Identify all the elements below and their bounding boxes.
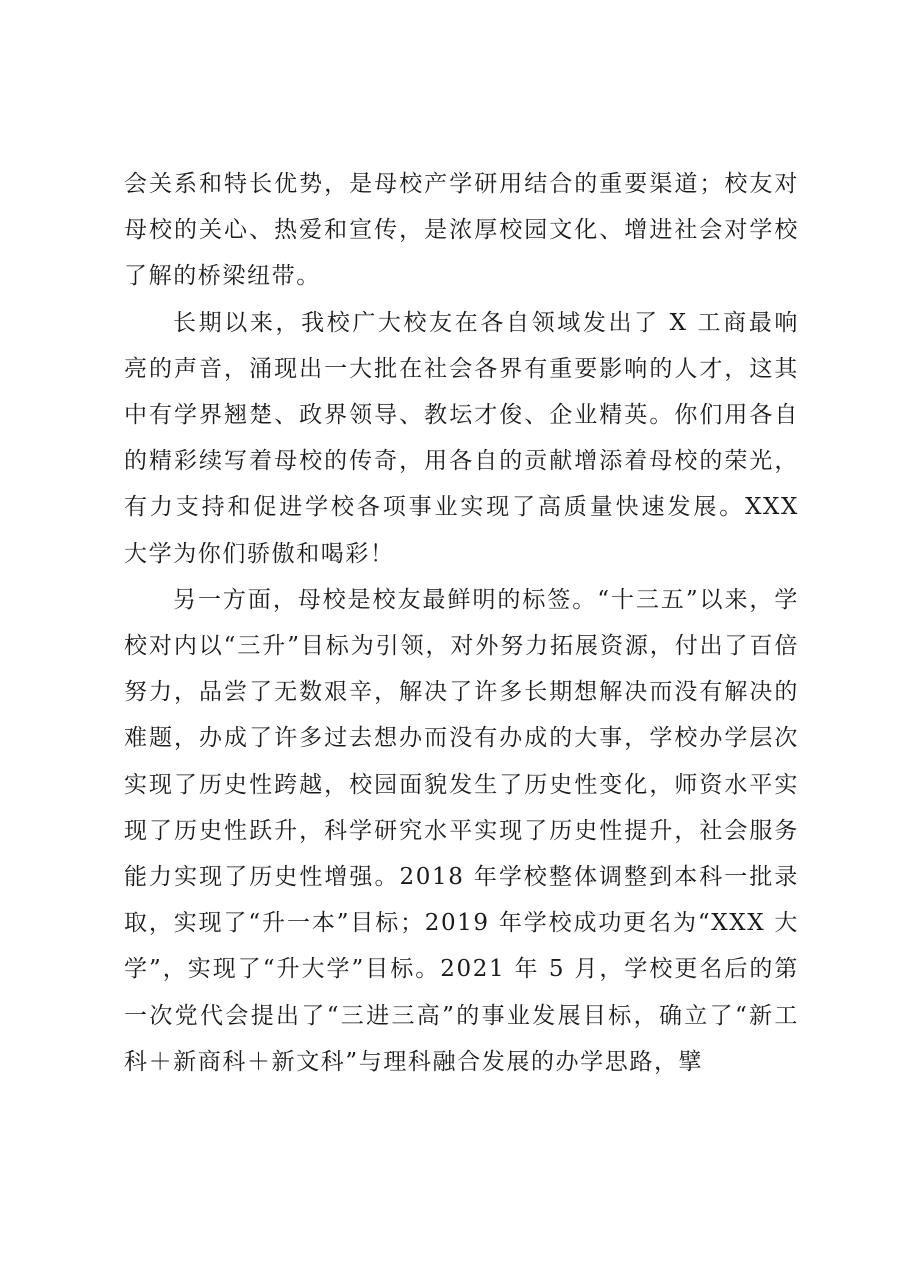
paragraph-continuation: 会关系和特长优势，是母校产学研用结合的重要渠道；校友对母校的关心、热爱和宣传，是浓厚校园文化、增进社会对学校了解的桥梁纽带。 xyxy=(124,171,799,290)
document-body xyxy=(124,161,799,1085)
paragraph-school-development: 另一方面，母校是校友最鲜明的标签。“十三五”以来，学校对内以“三升”目标为引领，对外努力拓展资源，付出了百倍努力，品尝了无数艰辛，解决了许多长期想解决而没有解决的难题，办成了许多过去想办而没有办成的大事，学校办学层次实现了历史性跨越，校园面貌发生了历史性变化，师资水平实现了历史性跃升，科学研究水平实现了历史性提升，社会服务能力实现了历史性增强。2018 年学校整体调整到本科一批录取，实现了“升一本”目标；2019 年学校成功更名为“XXX 大学”，实现了“升大学”目标。2021 年 5 月，学校更名后的第一次党代会提出了“三进三高”的事业发展目标，确立了“新工科＋新商科＋新文科”与理科融合发展的办学思路，擘 xyxy=(124,586,799,1075)
paragraph-alumni-achievements: 长期以来，我校广大校友在各自领域发出了 X 工商最响亮的声音，涌现出一大批在社会各界有重要影响的人才，这其中有学界翘楚、政界领导、教坛才俊、企业精英。你们用各自的精彩续写着母校的传奇，用各自的贡献增添着母校的荣光，有力支持和促进学校各项事业实现了高质量快速发展。XXX 大学为你们骄傲和喝彩！ xyxy=(124,309,799,567)
